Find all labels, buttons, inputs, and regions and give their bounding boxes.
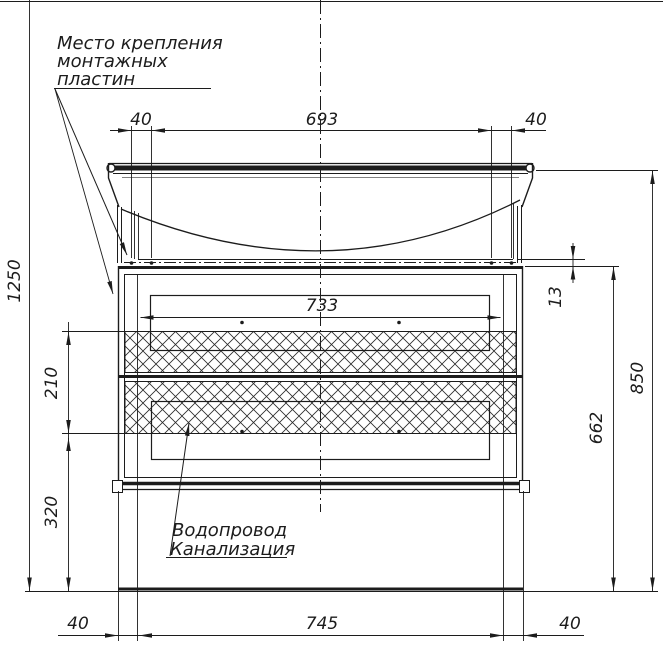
- dim-right-column: [525, 170, 658, 591]
- dim-text-1250: 1250: [5, 259, 25, 303]
- plate-dot-right-inner: [490, 261, 494, 265]
- dim-text-bottom-right-40: 40: [559, 614, 581, 634]
- mounting-note-line3: пластин: [57, 69, 136, 90]
- left-inner-upper: [135, 211, 139, 259]
- plate-dot-left-inner: [150, 261, 154, 265]
- ext-lines-top: [132, 126, 512, 258]
- dim-text-bottom-left-40: 40: [67, 614, 89, 634]
- mounting-leader-1: [55, 89, 127, 255]
- dim-top-row: [110, 110, 547, 258]
- mounting-note-line2: монтажных: [57, 51, 168, 72]
- drawers: [62, 296, 523, 460]
- upper-service-zone-hatch: [125, 332, 516, 373]
- right-wall-upper: [518, 205, 522, 263]
- dim-text-13: 13: [546, 286, 566, 308]
- dim-bottom-row: [58, 477, 584, 641]
- lower-service-zone-hatch: [125, 382, 516, 434]
- mounting-note-line1: Место крепления: [57, 33, 223, 54]
- upper-drawer-dot-left: [240, 321, 244, 325]
- dim-text-top-right-40: 40: [525, 110, 547, 130]
- upper-drawer-dot-right: [397, 321, 401, 325]
- dim-text-745: 745: [305, 614, 339, 634]
- dim-text-210: 210: [42, 366, 62, 400]
- dim-text-850: 850: [628, 361, 648, 395]
- lower-drawer-dot-left: [240, 430, 244, 434]
- left-corner-foot: [113, 481, 123, 493]
- plate-dot-right-outer: [510, 261, 514, 265]
- plumbing-note: [166, 423, 295, 560]
- plumbing-note-line2: Канализация: [170, 539, 296, 560]
- mounting-leader-2: [55, 89, 113, 294]
- plumbing-note-line1: Водопровод: [172, 520, 288, 541]
- dim-text-662: 662: [587, 411, 607, 445]
- dim-text-693: 693: [305, 110, 339, 130]
- plate-dot-left-outer: [130, 261, 134, 265]
- right-corner-foot: [520, 481, 530, 493]
- lower-drawer-dot-right: [397, 430, 401, 434]
- dim-inner-width: [141, 296, 501, 318]
- mounting-plate-line: [124, 260, 585, 265]
- dim-text-top-left-40: 40: [130, 110, 152, 130]
- dim-text-733: 733: [305, 296, 339, 316]
- dim-text-320: 320: [42, 495, 62, 529]
